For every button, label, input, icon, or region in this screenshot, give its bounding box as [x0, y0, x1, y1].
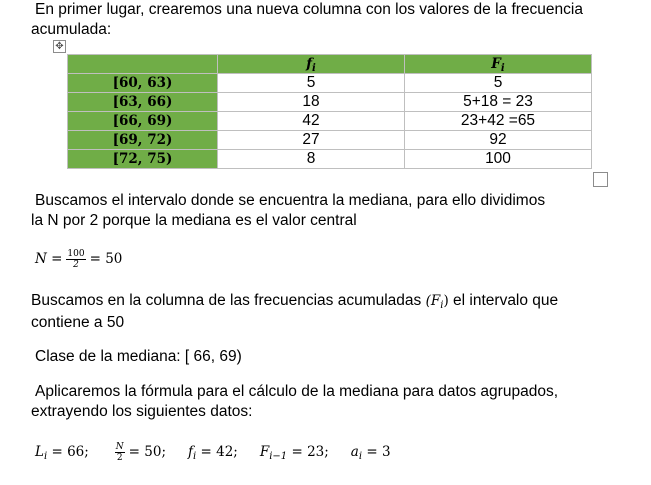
fi-subscript: i: [193, 451, 197, 462]
ai-symbol: a: [350, 444, 359, 460]
N-half-fraction: [115, 442, 125, 463]
Li-subscript: i: [43, 451, 48, 462]
Fi-minus-1-symbol: F: [259, 444, 270, 460]
Fi-inline-symbol: (F: [425, 293, 441, 309]
intro-line-1: En primer lugar, crearemos una nueva columna con los valores de la frecuencia: [35, 1, 583, 18]
table-move-handle-icon[interactable]: ✥: [53, 40, 66, 53]
median-interval-paragraph: [31, 191, 545, 231]
Fi-inline-math: [426, 293, 449, 309]
Fi-cell: 100: [405, 150, 592, 169]
header-Fi: [405, 55, 592, 74]
para3-line-1: [31, 291, 558, 313]
Li-term: [35, 444, 89, 460]
header-Fi-symbol: F: [491, 56, 501, 72]
table-row: [68, 112, 592, 131]
interval-cell: [63, 66): [68, 93, 218, 112]
table-header-row: [68, 55, 592, 74]
table-row: [68, 93, 592, 112]
fi-cell: 27: [218, 131, 405, 150]
n-equation: [35, 246, 122, 272]
intro-line-2: acumulada:: [31, 21, 112, 38]
header-fi-subscript: i: [312, 63, 316, 74]
ai-value: = 3: [362, 444, 391, 460]
n-fraction-numerator: 100: [67, 249, 85, 259]
Li-symbol: L: [35, 444, 44, 460]
interval-cell: [69, 72): [68, 131, 218, 150]
ai-subscript: i: [358, 451, 363, 462]
para4-line-2: extrayendo los siguientes datos:: [31, 403, 253, 420]
fi-term: [188, 444, 238, 460]
N-half-value: = 50;: [128, 444, 167, 460]
ai-term: [351, 444, 391, 460]
table-row: [68, 150, 592, 169]
fi-cell: 42: [218, 112, 405, 131]
n-fraction: [66, 249, 85, 270]
fi-cell: 8: [218, 150, 405, 169]
para2-line-2: la N por 2 porque la mediana es el valor central: [31, 212, 357, 229]
table-row: [68, 74, 592, 93]
median-class: Clase de la mediana: [ 66, 69): [35, 348, 242, 365]
interval-cell: [72, 75): [68, 150, 218, 169]
fi-cell: 18: [218, 93, 405, 112]
para3-line-1-text: Buscamos en la columna de las frecuencias acumuladas: [31, 292, 422, 309]
Fi-cell: 5: [405, 74, 592, 93]
header-Fi-subscript: i: [500, 63, 505, 74]
interval-cell: [60, 63): [68, 74, 218, 93]
header-fi: [218, 55, 405, 74]
cumulative-paragraph: [31, 291, 558, 333]
Fi-cell: 92: [405, 131, 592, 150]
Fi-inline-close: ): [443, 293, 449, 309]
para3-line-2: contiene a 50: [31, 314, 125, 331]
N-half-denominator: 2: [116, 453, 123, 463]
N-half-numerator: N: [115, 442, 124, 452]
Fi-inline-subscript: i: [440, 300, 444, 311]
n-equation-lhs: N =: [35, 251, 63, 267]
para4-line-1: Aplicaremos la fórmula para el cálculo de la mediana para datos agrupados,: [35, 383, 558, 400]
Fi-minus-1-term: [260, 444, 329, 460]
Fi-minus-1-value: = 23;: [287, 444, 329, 460]
fi-value: = 42;: [196, 444, 238, 460]
formula-paragraph: [31, 382, 558, 422]
fi-symbol: f: [188, 444, 194, 460]
interval-cell: [66, 69): [68, 112, 218, 131]
header-fi-symbol: f: [306, 56, 312, 72]
intro-paragraph: [31, 0, 583, 40]
Fi-cell: 5+18 = 23: [405, 93, 592, 112]
table-row: [68, 131, 592, 150]
median-data-formula: [35, 438, 391, 468]
Fi-minus-1-subscript: i−1: [269, 451, 288, 462]
n-fraction-denominator: 2: [73, 260, 79, 270]
Li-value: = 66;: [47, 444, 89, 460]
header-empty-cell: [68, 55, 218, 74]
fi-cell: 5: [218, 74, 405, 93]
para2-line-1: Buscamos el intervalo donde se encuentra la mediana, para ello dividimos: [35, 192, 546, 209]
table-resize-handle[interactable]: [593, 172, 608, 187]
n-equation-rhs: = 50: [89, 251, 123, 267]
Fi-cell: 23+42 =65: [405, 112, 592, 131]
para3-line-1-end: el intervalo que: [448, 292, 559, 309]
frequency-table: [67, 54, 592, 169]
